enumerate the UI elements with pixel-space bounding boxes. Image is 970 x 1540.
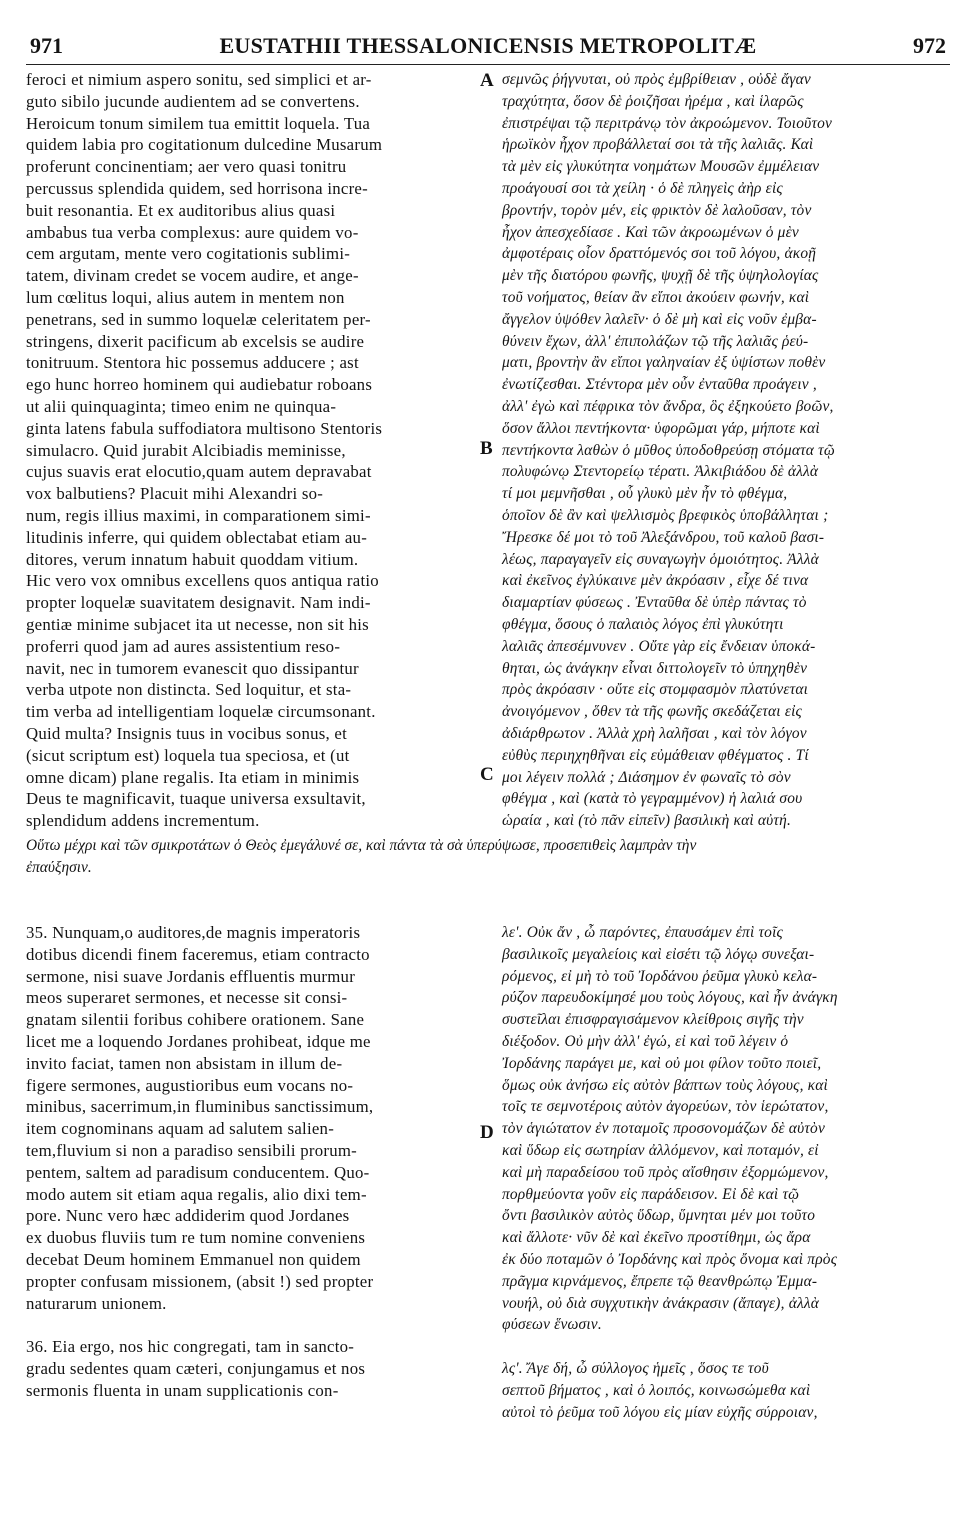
text-line: ditores, verum innatum habuit quoddam vitium.: [26, 549, 359, 569]
text-line: Ἰορδάνης παράγει με, καὶ οὐ μοι φίλον τοῦτο ποιεῖ,: [502, 1054, 822, 1072]
text-line: τραχύτητα, ὅσον δὲ ῥοιζῆσαι ἠρέμα , καὶ ἱλαρῶς: [502, 92, 804, 110]
text-line: modo autem sit etiam aqua regalis, alio dixi tem-: [26, 1184, 367, 1204]
text-line: feroci et nimium aspero sonitu, sed simplici et ar-: [26, 70, 372, 89]
text-line: ἀμφοτέραις οἷον δραττόμενός σοι τοῦ λόγου, ἀκοῇ: [502, 245, 817, 263]
page-header: [26, 30, 950, 65]
text-line: tim verba ad intelligentiam loquelæ circumsonant.: [26, 702, 376, 722]
text-line: τοῦ νοήματος, θείαν ἂν εἴποι ἀκούειν φωνήν, καὶ: [502, 288, 810, 306]
text-line: καὶ ὕδωρ εἰς σωτηρίαν ἀλλόμενον, καὶ ποταμόν, εἰ: [502, 1141, 819, 1159]
text-line: σεμνῶς ῥήγνυται, οὐ πρὸς ἐμβρίθειαν , οὐδὲ ἄγαν: [502, 71, 811, 88]
text-line: ἀνοιγόμενον , ὅθεν τὰ τῆς φωνῆς σκεδάζεται εἰς: [502, 703, 803, 721]
text-line: ambabus tua verba complexus: aure quidem vo-: [26, 222, 359, 242]
text-line: ἐπαύξησιν.: [26, 859, 92, 876]
text-line: penetrans, sed in summo loquelæ celeritatem per-: [26, 309, 371, 329]
text-line: φθέγμα , καὶ (κατὰ τὸ γεγραμμένον) ἡ λαλιά σου: [502, 790, 803, 808]
text-line: ὄντι βασιλικὸν αὐτὸς ὕδωρ, ὕμνηται μέν μοι τοῦτο: [502, 1207, 816, 1225]
text-line: pore. Nunc vero hæc addiderim quod Jordanes: [26, 1206, 350, 1226]
text-line: ἡρωϊκὸν ἦχον προβάλλεταί σοι τὰ τῆς λαλιᾶς. Καὶ: [502, 136, 814, 154]
margin-marker-c: C: [480, 764, 494, 785]
text-line: καὶ μὴ παραδείσου τοῦ πρὸς αἴσθησιν ἐξορμώμενον,: [502, 1163, 829, 1181]
text-line: naturarum unionem.: [26, 1293, 167, 1313]
text-line: ἀλλ' ἐγὼ καὶ πέφρικα τὸν ἄνδρα, ὃς ἐξηκούετο βοῶν,: [502, 397, 834, 415]
text-line: μοι λέγειν πολλά ; Διάσημον ἐν φωναῖς τὸ σὸν: [502, 768, 791, 786]
page-number-left: 971: [30, 33, 63, 58]
text-line: πρᾶγμα κιρνάμενος, ἔπρεπε τῷ θεανθρώπῳ Ἐμμα-: [502, 1272, 818, 1290]
text-line: tonitruum. Stentora hic possemus adducere ; ast: [26, 353, 359, 373]
text-line: sermone, nisi suave Jordanis effluentis murmur: [26, 966, 356, 986]
text-line: λέως, παραγαγεῖν εἰς συναγωγὴν ὁμοιότητος. Ἀλλὰ: [502, 550, 819, 568]
text-line: αὐτοὶ τὸ ῥεῦμα τοῦ λόγου εἰς μίαν εὐχῆς σύρροιαν,: [502, 1403, 818, 1421]
text-line: lum cœlitus loqui, alius autem in mentem non: [26, 287, 345, 307]
text-line: [26, 1314, 476, 1336]
text-line: ex duobus fluviis tum re tum nomine conveniens: [26, 1228, 366, 1248]
text-line: θηται, ὡς ἀνάγκην εἶναι διττολογεῖν τὸ ὑπηχηθὲν: [502, 659, 808, 677]
text-line: ρόμενος, εἰ μὴ τὸ τοῦ Ἰορδάνου ῥεῦμα γλυκὺ κελα-: [502, 967, 818, 985]
text-line: propter loquelæ suavitatem designavit. Nam indi-: [26, 593, 371, 613]
text-line: percussus splendida quidem, sed horrisona incre-: [26, 178, 368, 198]
text-line: λε'. Οὐκ ἄν , ὦ παρόντες, ἐπαυσάμεν ἐπὶ τοῖς: [502, 924, 783, 941]
text-line: τοῖς τε σεμνοτέροις αὐτὸν ἀγορεύων, τὸν ἱερώτατον,: [502, 1098, 829, 1116]
text-line: ego hunc horreo hominem qui audiebatur roboans: [26, 375, 373, 395]
text-line: νουήλ, οὐ διὰ συγχυτικὴν ἀνάκρασιν (ἄπαγε), ἀλλὰ: [502, 1294, 820, 1312]
text-line: ut alii quinquaginta; timeo enim ne quinqua-: [26, 396, 337, 416]
text-line: proferri quod jam ad aures assistentium reso-: [26, 636, 341, 656]
text-line: Quid multa? Insignis tuus in vocibus sonus, et: [26, 723, 348, 743]
text-line: θύνειν ἔχων, ἀλλ' ἐπιπολάζων τῷ τῆς λαλιᾶς ῥεύ-: [502, 332, 809, 350]
text-line: προάγουσί σοι τὰ χείλη · ὁ δὲ πληγεὶς ἀὴρ εἰς: [502, 179, 783, 197]
text-line: τὸν ἁγιώτατον ἐν ποταμοῖς προσονομάζων δὲ αὐτὸν: [502, 1120, 825, 1138]
text-line: σεπτοῦ βήματος , καὶ ὁ λοιπός, κοινωσώμεθα καὶ: [502, 1381, 811, 1399]
greek-column-top: [502, 69, 942, 832]
text-line: vox balbutiens? Placuit mihi Alexandri so-: [26, 484, 324, 504]
text-line: quidem labia pro cogitationum dulcedine Musarum: [26, 135, 383, 155]
text-line: simulacro. Quid jurabit Alcibiadis meminisse,: [26, 440, 346, 460]
text-line: συστεῖλαι ἐπισφραγισάμενον κλείθροις σιγῆς τὴν: [502, 1011, 804, 1029]
text-line: φθέγμα, ὅσους ὁ παλαιὸς λόγος ἐπὶ γλυκύτητι: [502, 615, 784, 633]
greek-fullwidth-paragraph: [26, 835, 956, 879]
text-line: Deus te magnificavit, tuaque universa exsultavit,: [26, 789, 366, 809]
text-line: πορθμεύοντα γοῦν εἰς παράδεισον. Εἰ δὲ καὶ τῷ: [502, 1185, 800, 1203]
text-line: ἄγγελον ὑψόθεν λαλεῖν· ὁ δὲ μὴ καὶ εἰς νοῦν ἐμβα-: [502, 310, 817, 328]
text-line: minibus, sacerrimum,in fluminibus sanctissimum,: [26, 1097, 374, 1117]
text-line: ματι, βροντὴν ἂν εἴποι γαληναίαν ἐξ ὑψίστων ποθὲν: [502, 354, 826, 372]
text-line: cujus suavis erat elocutio,quam autem depravabat: [26, 462, 372, 482]
text-line: verba utpote non distincta. Sed loquitur, et sta-: [26, 680, 352, 700]
page-number-right: 972: [913, 33, 946, 58]
text-line: propter confusam missionem, (absit !) sed propter: [26, 1271, 374, 1291]
text-line: διέξοδον. Οὐ μὴν ἀλλ' ἐγώ, εἰ καὶ τοῦ λέγειν ὁ: [502, 1032, 789, 1050]
text-line: cem argutam, mente vero cogitationis sublimi-: [26, 244, 351, 264]
text-line: καὶ ἐκεῖνος ἐγλύκαινε μὲν ἀκρόασιν , εἶχε δέ τινα: [502, 572, 809, 590]
text-line: ὁποῖον δὲ ἂν καὶ ψελλισμὸς βρεφικὸς ὑποβάλληται ;: [502, 506, 829, 524]
text-line: ὡραία , καὶ (τὸ πᾶν εἰπεῖν) βασιλικὴ καὶ αὐτή.: [502, 812, 792, 830]
margin-marker-a: A: [480, 70, 494, 91]
text-line: invito faciat, tamen non absistam in illum de-: [26, 1053, 343, 1073]
text-line: ginta latens fabula suffodiatora multisono Stentoris: [26, 418, 383, 438]
margin-marker-d: D: [480, 1122, 494, 1143]
text-line: stringens, dixerit pacificum ab excelsis se audire: [26, 331, 365, 351]
text-line: item cognominans aquam ad salutem salien-: [26, 1119, 335, 1139]
text-line: λς'. Ἄγε δή, ὦ σύλλογος ἡμεῖς , ὅσος τε τοῦ: [502, 1359, 769, 1377]
text-line: decebat Deum hominem Emmanuel non quidem: [26, 1249, 361, 1269]
text-line: [502, 1336, 942, 1358]
text-line: 36. Eia ergo, nos hic congregati, tam in sancto-: [26, 1337, 355, 1357]
text-line: διαμαρτίαν φύσεως . Ἐνταῦθα δὲ ὑπὲρ πάντας τὸ: [502, 594, 807, 612]
text-line: omne dicam) plane regalis. Ita etiam in minimis: [26, 767, 360, 787]
text-line: μὲν τῆς διατόρου φωνῆς, ψυχῇ δὲ τῆς ὑψηλολογίας: [502, 267, 819, 285]
text-line: pentem, saltem ad paradisum conducentem. Quo-: [26, 1162, 370, 1182]
text-line: βροντήν, τορὸν μέν, εἰς φρικτὸν δὲ λαλοῦσαν, τὸν: [502, 201, 812, 219]
text-line: meos superaret sermones, et necesse sit consi-: [26, 988, 348, 1008]
text-line: tem,fluvium si non a paradiso sensibili prorum-: [26, 1140, 358, 1160]
text-line: navit, nec in tumorem evanescit quo dissipantur: [26, 658, 359, 678]
text-line: ὅμως οὐκ ἀνήσω εἰς αὐτὸν βάπτων τοὺς λόγους, καὶ: [502, 1076, 829, 1094]
text-line: πεντήκοντα λαθὼν ὁ μῦθος ὑποδοθρεύσῃ στόματα τῷ: [502, 441, 835, 459]
text-line: φύσεων ἕνωσιν.: [502, 1316, 602, 1334]
greek-column-bottom: [502, 922, 942, 1423]
text-line: Ἤρεσκε δέ μοι τὸ τοῦ Ἀλεξάνδρου, τοῦ καλοῦ βασι-: [502, 528, 825, 546]
text-line: ἐνωτίζεσθαι. Στέντορα μὲν οὖν ἐνταῦθα προάγειν ,: [502, 376, 817, 394]
text-line: gentiæ minime subjacet ita ut necesse, non sit his: [26, 614, 369, 634]
margin-marker-b: B: [480, 438, 493, 459]
text-line: ὅσον ἄλλοι πεντήκοντα· ὑφορῶμαι γάρ, μήποτε καὶ: [502, 419, 820, 437]
text-line: Οὕτω μέχρι καὶ τῶν σμικροτάτων ὁ Θεὸς ἐμεγάλυνέ σε, καὶ πάντα τὰ σὰ ὑπερύψωσε, προσεπιθεὶς λαμπρὰν τὴν: [26, 837, 697, 854]
text-line: τί μοι μεμνῆσθαι , οὗ γλυκὺ μὲν ἦν τὸ φθέγμα,: [502, 485, 788, 503]
latin-column-bottom: [26, 922, 476, 1402]
text-line: 35. Nunquam,o auditores,de magnis imperatoris: [26, 923, 361, 942]
text-line: tatem, divinam credet se vocem audire, et ange-: [26, 266, 359, 286]
text-line: dotibus dicendi finem faceremus, etiam contracto: [26, 944, 370, 964]
text-line: πρὸς ἀκρόασιν · οὔτε εἰς στομφασμὸν πλατύνεται: [502, 681, 809, 699]
text-line: βασιλικοῖς μεγαλείοις καὶ εἰσέτι τῷ λόγῳ συνεξαι-: [502, 945, 815, 963]
text-line: (sicut scriptum est) loquela tua speciosa, et (ut: [26, 745, 350, 765]
text-line: buit resonantia. Et ex auditoribus alius quasi: [26, 200, 336, 220]
text-line: ἐπιστρέψαι τῷ περιτράνῳ τὸν ἀκροώμενον. Τοιοῦτον: [502, 114, 833, 132]
text-line: figere sermones, augustioribus eum vocans no-: [26, 1075, 354, 1095]
text-line: guto sibilo jucunde audientem ad se convertens.: [26, 91, 360, 111]
text-line: λαλιᾶς ἀπεσέμνυνεν . Οὔτε γὰρ εἰς ἔνδειαν ὑποκά-: [502, 637, 816, 655]
text-line: πολυφώνῳ Στεντορείῳ τέρατι. Ἀλκιβιάδου δὲ ἀλλὰ: [502, 463, 819, 481]
text-line: ρύζον παρευδοκίμησέ μου τοὺς λόγους, καὶ ἦν ἀνάγκη: [502, 989, 838, 1007]
text-line: ἀδιάρθρωτον . Ἀλλὰ χρὴ λαλῆσαι , καὶ τὸν λόγον: [502, 724, 807, 742]
text-line: sermonis fluenta in unam supplicationis con-: [26, 1380, 339, 1400]
latin-column-top: [26, 69, 476, 832]
text-line: litudinis inferre, qui quidem oblectabat etiam au-: [26, 527, 368, 547]
running-title: EUSTATHII THESSALONICENSIS METROPOLITÆ: [219, 33, 757, 58]
text-line: ἦχον ἀπεσχεδίασε . Καὶ τῶν ἀκροωμένων ὁ μὲν: [502, 223, 799, 241]
text-line: καὶ ἄλλοτε· νῦν δὲ καὶ ἐκεῖνο προστίθημι, ὡς ἄρα: [502, 1229, 811, 1247]
text-line: proferunt concinentiam; aer vero quasi tonitru: [26, 157, 347, 177]
text-line: num, regis illius maximi, in comparationem simi-: [26, 505, 371, 525]
text-line: licet me a loquendo Jordanes prohibeat, idque me: [26, 1031, 371, 1051]
text-line: τὰ μὲν εἰς γλυκύτητα νοημάτων Μουσῶν ἐμμέλειαν: [502, 158, 820, 176]
text-line: Heroicum tonum similem tua emittit loquela. Tua: [26, 113, 371, 133]
text-line: gnatam silentii foribus cohibere orationem. Sane: [26, 1010, 365, 1030]
text-line: ἐκ δύο ποταμῶν ὁ Ἰορδάνης καὶ πρὸς ὄνομα καὶ πρὸς: [502, 1250, 838, 1268]
text-line: splendidum addens incrementum.: [26, 811, 260, 831]
text-line: gradu sedentes quam cæteri, conjungamus et nos: [26, 1358, 366, 1378]
text-line: Hic vero vox omnibus excellens quos antiqua ratio: [26, 571, 379, 591]
text-line: εὐθὺς περιηχηθῆναι εἰς εὐμάθειαν φθέγματος . Τί: [502, 746, 809, 764]
